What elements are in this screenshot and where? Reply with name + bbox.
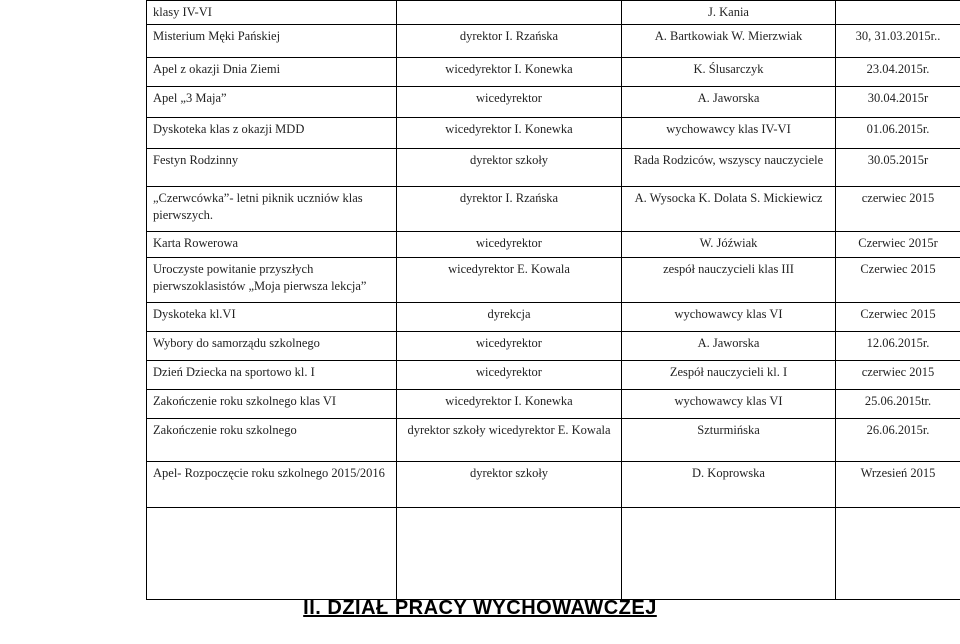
executor-cell: wychowawcy klas IV-VI [622,118,836,149]
executor-cell: A. Bartkowiak W. Mierzwiak [622,25,836,58]
event-cell: klasy IV-VI [147,1,397,25]
empty-cell [836,508,960,600]
executor-cell: A. Jaworska [622,332,836,361]
date-cell: czerwiec 2015 [836,187,960,232]
organizer-cell: wicedyrektor [397,232,622,258]
date-cell: 30, 31.03.2015r.. [836,25,960,58]
organizer-cell [397,1,622,25]
date-cell: 23.04.2015r. [836,58,960,87]
executor-cell: zespół nauczycieli klas III [622,258,836,303]
organizer-cell: wicedyrektor I. Konewka [397,58,622,87]
organizer-cell: dyrektor szkoły [397,149,622,187]
organizer-cell: wicedyrektor [397,361,622,390]
table-row [147,118,960,149]
date-cell: 25.06.2015tr. [836,390,960,419]
event-cell: Zakończenie roku szkolnego [147,419,397,462]
events-table-body [147,1,960,600]
executor-cell: K. Ślusarczyk [622,58,836,87]
event-cell: Festyn Rodzinny [147,149,397,187]
table-row [147,390,960,419]
section-title: II. DZIAŁ PRACY WYCHOWAWCZEJ [303,597,657,619]
table-row [147,149,960,187]
table-row [147,232,960,258]
organizer-cell: dyrektor szkoły wicedyrektor E. Kowala [397,419,622,462]
executor-cell: wychowawcy klas VI [622,303,836,332]
event-cell: Apel „3 Maja” [147,87,397,118]
event-cell: Apel z okazji Dnia Ziemi [147,58,397,87]
organizer-cell: wicedyrektor I. Konewka [397,118,622,149]
event-cell: „Czerwcówka”- letni piknik uczniów klas pierwszych. [147,187,397,232]
executor-cell: A. Wysocka K. Dolata S. Mickiewicz [622,187,836,232]
organizer-cell: wicedyrektor [397,332,622,361]
table-row [147,361,960,390]
event-cell: Wybory do samorządu szkolnego [147,332,397,361]
date-cell: 30.05.2015r [836,149,960,187]
date-cell: 26.06.2015r. [836,419,960,462]
organizer-cell: wicedyrektor E. Kowala [397,258,622,303]
date-cell: Czerwiec 2015 [836,258,960,303]
executor-cell: wychowawcy klas VI [622,390,836,419]
date-cell: czerwiec 2015 [836,361,960,390]
date-cell: 01.06.2015r. [836,118,960,149]
event-cell: Apel- Rozpoczęcie roku szkolnego 2015/2016 [147,462,397,508]
organizer-cell: wicedyrektor I. Konewka [397,390,622,419]
organizer-cell: dyrekcja [397,303,622,332]
table-row [147,258,960,303]
table-row [147,462,960,508]
executor-cell: J. Kania [622,1,836,25]
executor-cell: A. Jaworska [622,87,836,118]
date-cell: 12.06.2015r. [836,332,960,361]
date-cell: Czerwiec 2015r [836,232,960,258]
event-cell: Dzień Dziecka na sportowo kl. I [147,361,397,390]
event-cell: Uroczyste powitanie przyszłych pierwszoklasistów „Moja pierwsza lekcja” [147,258,397,303]
event-cell: Misterium Męki Pańskiej [147,25,397,58]
empty-cell [622,508,836,600]
events-table [146,0,960,600]
executor-cell: W. Jóźwiak [622,232,836,258]
table-row [147,303,960,332]
empty-cell [147,508,397,600]
executor-cell: Rada Rodziców, wszyscy nauczyciele [622,149,836,187]
date-cell: Czerwiec 2015 [836,303,960,332]
date-cell: 30.04.2015r [836,87,960,118]
executor-cell: D. Koprowska [622,462,836,508]
table-row [147,1,960,25]
organizer-cell: wicedyrektor [397,87,622,118]
empty-cell [397,508,622,600]
table-row [147,87,960,118]
organizer-cell: dyrektor I. Rzańska [397,187,622,232]
empty-row [147,508,960,600]
date-cell: Wrzesień 2015 [836,462,960,508]
event-cell: Zakończenie roku szkolnego klas VI [147,390,397,419]
organizer-cell: dyrektor szkoły [397,462,622,508]
event-cell: Karta Rowerowa [147,232,397,258]
date-cell [836,1,960,25]
table-row [147,58,960,87]
table-row [147,332,960,361]
executor-cell: Zespół nauczycieli kl. I [622,361,836,390]
table-row [147,25,960,58]
event-cell: Dyskoteka klas z okazji MDD [147,118,397,149]
executor-cell: Szturmińska [622,419,836,462]
table-row [147,187,960,232]
event-cell: Dyskoteka kl.VI [147,303,397,332]
table-row [147,419,960,462]
organizer-cell: dyrektor I. Rzańska [397,25,622,58]
